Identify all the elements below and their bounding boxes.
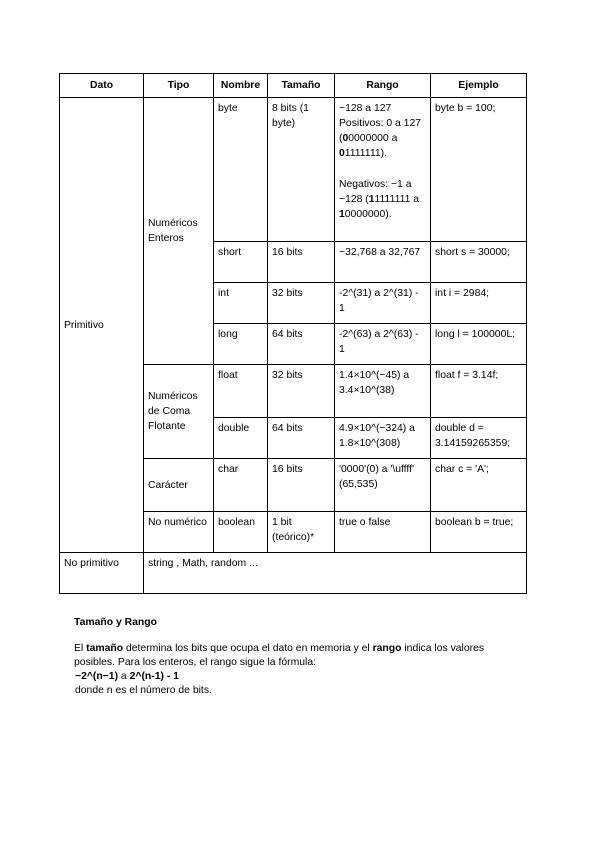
type-size: 16 bits [268,242,335,283]
header-rango: Rango [335,74,431,98]
paragraph-line-1: El tamaño determina los bits que ocupa el dato en memoria y el rango indica los valores [74,643,485,654]
type-name: int [214,283,268,324]
range-positive: −128 a 127 Positivos: 0 a 127 (00000000 a 01111111). [339,103,422,159]
type-range: -2^(31) a 2^(31) - 1 [335,283,431,324]
type-size: 64 bits [268,324,335,365]
group-integers: Numéricos Enteros [144,98,214,365]
type-example: boolean b = true; [431,512,527,553]
type-name: short [214,242,268,283]
header-ejemplo: Ejemplo [431,74,527,98]
header-nombre: Nombre [214,74,268,98]
group-character: Carácter [144,459,214,512]
section-paragraph [74,642,534,698]
type-range: -2^(63) a 2^(63) - 1 [335,324,431,365]
header-row [60,74,527,98]
type-example: double d = 3.14159265359; [431,418,527,459]
row-non-primitive [60,553,527,594]
type-size: 64 bits [268,418,335,459]
section-title: Tamaño y Rango [74,617,157,628]
type-example: long l = 100000L; [431,324,527,365]
group-floating: Numéricos de Coma Flotante [144,365,214,459]
type-name: float [214,365,268,418]
type-size: 1 bit (teórico)* [268,512,335,553]
formula: −2^(n−1) a 2^(n-1) - 1 [75,671,179,682]
type-size: 8 bits (1 byte) [268,98,335,242]
paragraph-line-2: posibles. Para los enteros, el rango sigue la fórmula: [74,657,317,668]
type-example: int i = 2984; [431,283,527,324]
type-range: true o false [335,512,431,553]
type-name: double [214,418,268,459]
type-example: float f = 3.14f; [431,365,527,418]
type-size: 32 bits [268,283,335,324]
type-name: long [214,324,268,365]
header-dato: Dato [60,74,144,98]
type-example: byte b = 100; [431,98,527,242]
type-name: char [214,459,268,512]
group-non-numeric: No numérico [144,512,214,553]
header-tipo: Tipo [144,74,214,98]
header-tamano: Tamaño [268,74,335,98]
type-name: boolean [214,512,268,553]
type-range [335,98,431,242]
non-primitive-examples: string , Math, random ... [144,553,527,594]
non-primitive-label: No primitivo [60,553,144,594]
range-negative: Negativos: −1 a −128 (11111111 a 10000000). [339,179,420,220]
type-range: 1.4×10^(−45) a 3.4×10^(38) [335,365,431,418]
type-range: 4.9×10^(−324) a 1.8×10^(308) [335,418,431,459]
primitive-label: Primitivo [60,98,144,553]
type-example: short s = 30000; [431,242,527,283]
type-size: 32 bits [268,365,335,418]
paragraph-line-4: donde n es el número de bits. [75,685,212,696]
type-range: '0000'(0) a '\uffff' (65,535) [335,459,431,512]
row-byte [60,98,527,242]
type-example: char c = 'A'; [431,459,527,512]
type-size: 16 bits [268,459,335,512]
type-range: −32,768 a 32,767 [335,242,431,283]
data-types-table [59,73,527,594]
type-name: byte [214,98,268,242]
